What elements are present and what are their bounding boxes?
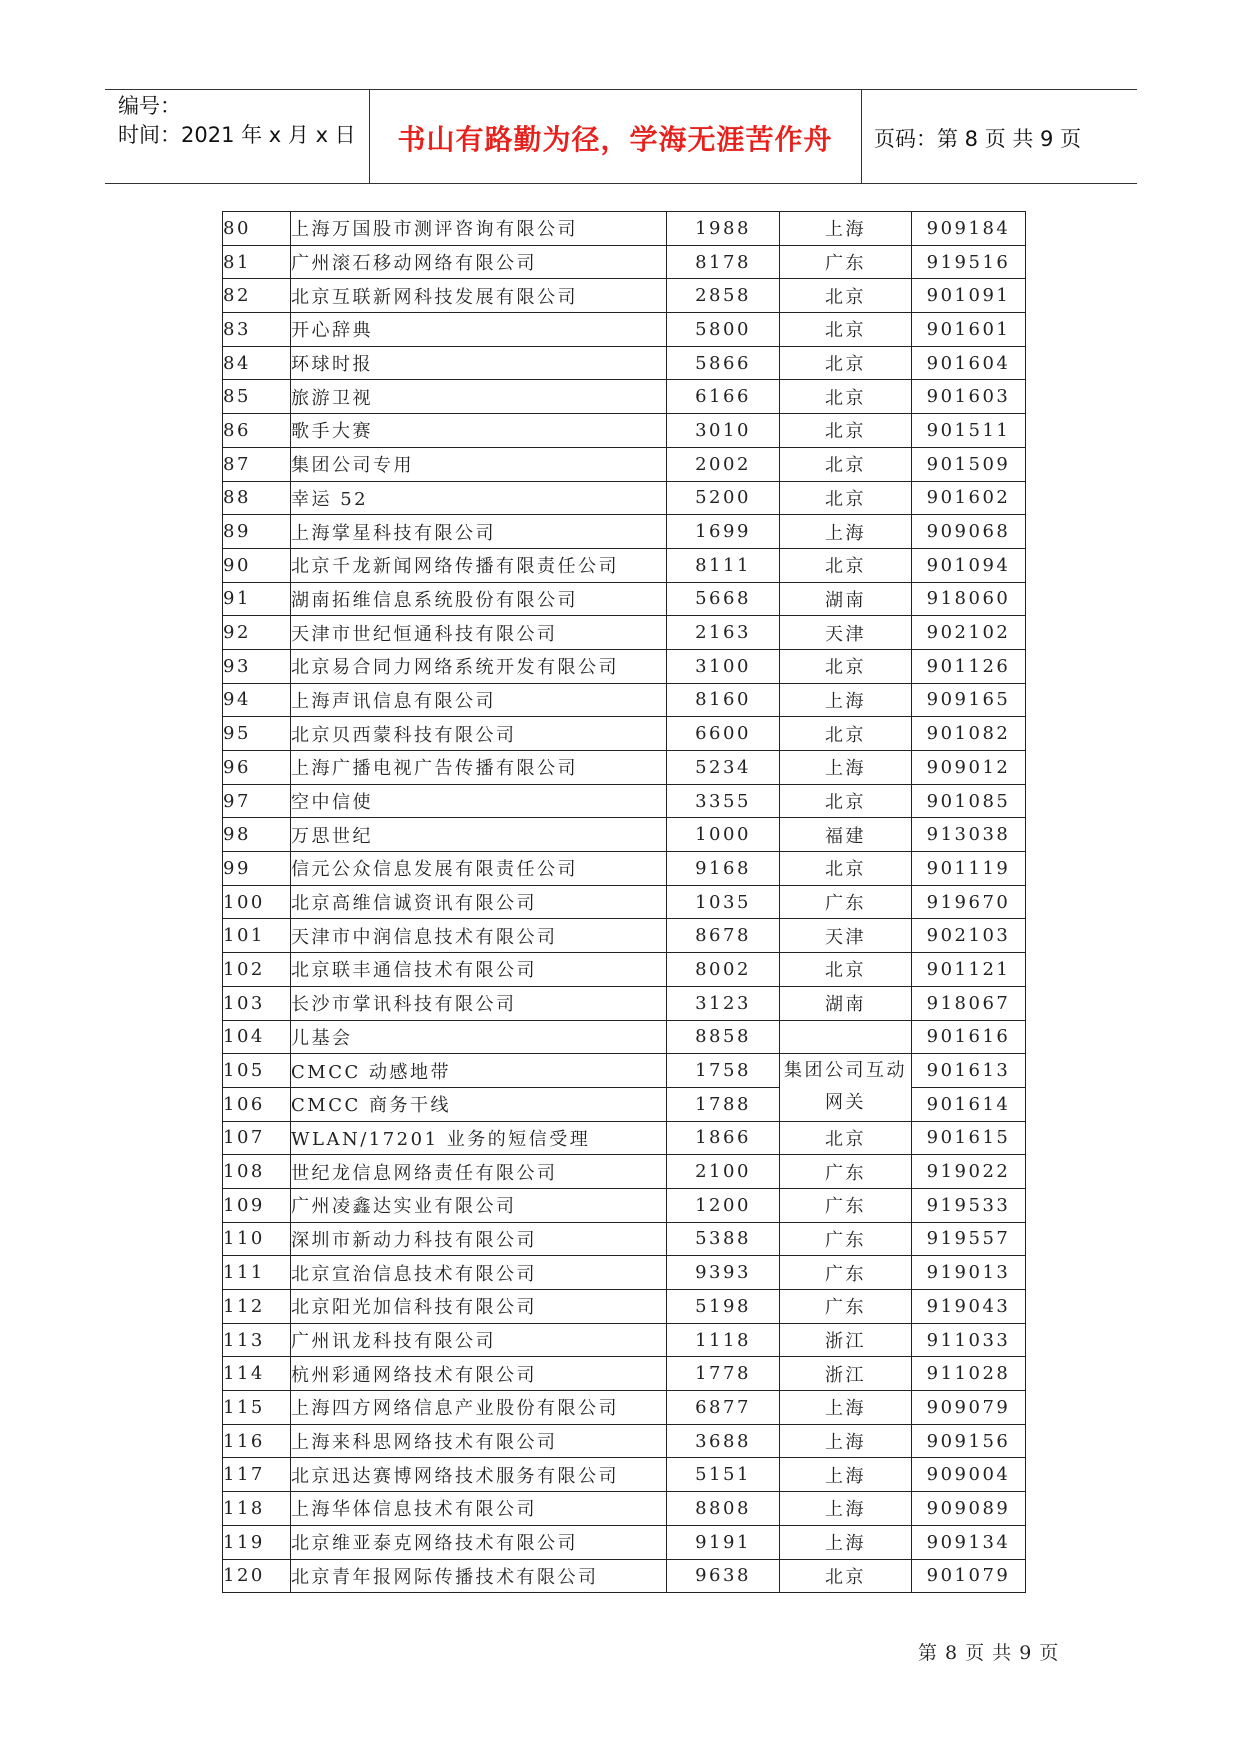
code-cell: 1988 xyxy=(667,212,780,246)
company-name-cell: 上海掌星科技有限公司 xyxy=(291,515,667,549)
province-cell: 北京 xyxy=(780,649,912,683)
row-number-cell: 102 xyxy=(223,953,291,987)
province-cell: 上海 xyxy=(780,1525,912,1559)
company-name-cell: 广州滚石移动网络有限公司 xyxy=(291,245,667,279)
code-cell: 6600 xyxy=(667,717,780,751)
service-id-cell: 911028 xyxy=(912,1357,1026,1391)
service-id-cell: 909012 xyxy=(912,751,1026,785)
code-cell: 8678 xyxy=(667,919,780,953)
service-id-cell: 909079 xyxy=(912,1391,1026,1425)
code-cell: 3688 xyxy=(667,1424,780,1458)
code-cell: 1200 xyxy=(667,1188,780,1222)
row-number-cell: 86 xyxy=(223,414,291,448)
province-cell: 上海 xyxy=(780,1492,912,1526)
province-cell: 北京 xyxy=(780,1559,912,1593)
header-left-block xyxy=(118,92,356,150)
service-id-cell: 919557 xyxy=(912,1222,1026,1256)
table-row xyxy=(223,616,1026,650)
company-name-cell: 旅游卫视 xyxy=(291,380,667,414)
code-cell: 1866 xyxy=(667,1121,780,1155)
row-number-cell: 90 xyxy=(223,548,291,582)
province-cell: 上海 xyxy=(780,212,912,246)
province-cell: 北京 xyxy=(780,414,912,448)
code-cell: 6877 xyxy=(667,1391,780,1425)
header-bottom-rule xyxy=(105,183,1137,184)
row-number-cell: 81 xyxy=(223,245,291,279)
company-name-cell: 集团公司专用 xyxy=(291,447,667,481)
table-row xyxy=(223,751,1026,785)
code-cell: 6166 xyxy=(667,380,780,414)
code-cell: 8111 xyxy=(667,548,780,582)
code-cell: 1035 xyxy=(667,885,780,919)
code-cell: 2002 xyxy=(667,447,780,481)
service-id-cell: 901085 xyxy=(912,784,1026,818)
table-row xyxy=(223,1458,1026,1492)
province-cell: 天津 xyxy=(780,919,912,953)
company-name-cell: 北京千龙新闻网络传播有限责任公司 xyxy=(291,548,667,582)
company-name-cell: 北京易合同力网络系统开发有限公司 xyxy=(291,649,667,683)
province-cell: 北京 xyxy=(780,548,912,582)
company-name-cell: 湖南拓维信息系统股份有限公司 xyxy=(291,582,667,616)
province-cell: 北京 xyxy=(780,346,912,380)
service-id-cell: 901604 xyxy=(912,346,1026,380)
code-cell: 1699 xyxy=(667,515,780,549)
province-cell: 广东 xyxy=(780,1155,912,1189)
row-number-cell: 117 xyxy=(223,1458,291,1492)
table-row xyxy=(223,1188,1026,1222)
code-cell: 2858 xyxy=(667,279,780,313)
row-number-cell: 93 xyxy=(223,649,291,683)
code-cell: 1000 xyxy=(667,818,780,852)
row-number-cell: 87 xyxy=(223,447,291,481)
company-name-cell: CMCC 动感地带 xyxy=(291,1054,667,1088)
row-number-cell: 106 xyxy=(223,1087,291,1121)
row-number-cell: 80 xyxy=(223,212,291,246)
service-id-cell: 909004 xyxy=(912,1458,1026,1492)
row-number-cell: 84 xyxy=(223,346,291,380)
service-id-cell: 919533 xyxy=(912,1188,1026,1222)
table-row xyxy=(223,1121,1026,1155)
province-cell: 上海 xyxy=(780,1391,912,1425)
province-cell: 北京 xyxy=(780,953,912,987)
table-row xyxy=(223,212,1026,246)
service-id-cell: 902103 xyxy=(912,919,1026,953)
table-row xyxy=(223,1290,1026,1324)
company-name-cell: 幸运 52 xyxy=(291,481,667,515)
row-number-cell: 103 xyxy=(223,986,291,1020)
code-cell: 3010 xyxy=(667,414,780,448)
row-number-cell: 118 xyxy=(223,1492,291,1526)
company-table-body xyxy=(223,212,1026,1593)
row-number-cell: 82 xyxy=(223,279,291,313)
table-row xyxy=(223,818,1026,852)
province-cell: 广东 xyxy=(780,1222,912,1256)
service-id-cell: 901602 xyxy=(912,481,1026,515)
company-name-cell: 北京贝西蒙科技有限公司 xyxy=(291,717,667,751)
company-name-cell: 长沙市掌讯科技有限公司 xyxy=(291,986,667,1020)
province-cell: 湖南 xyxy=(780,986,912,1020)
table-row xyxy=(223,1222,1026,1256)
province-cell: 湖南 xyxy=(780,582,912,616)
table-row xyxy=(223,1323,1026,1357)
row-number-cell: 114 xyxy=(223,1357,291,1391)
row-number-cell: 105 xyxy=(223,1054,291,1088)
company-name-cell: 空中信使 xyxy=(291,784,667,818)
code-cell: 5866 xyxy=(667,346,780,380)
row-number-cell: 83 xyxy=(223,313,291,347)
row-number-cell: 85 xyxy=(223,380,291,414)
province-cell: 上海 xyxy=(780,515,912,549)
code-cell: 2163 xyxy=(667,616,780,650)
company-name-cell: 杭州彩通网络技术有限公司 xyxy=(291,1357,667,1391)
service-id-cell: 918067 xyxy=(912,986,1026,1020)
service-id-cell: 901616 xyxy=(912,1020,1026,1054)
province-cell: 北京 xyxy=(780,447,912,481)
province-cell: 广东 xyxy=(780,1290,912,1324)
province-cell: 广东 xyxy=(780,245,912,279)
province-cell: 福建 xyxy=(780,818,912,852)
company-name-cell: 上海四方网络信息产业股份有限公司 xyxy=(291,1391,667,1425)
table-row xyxy=(223,852,1026,886)
company-name-cell: 上海广播电视广告传播有限公司 xyxy=(291,751,667,785)
code-cell: 8160 xyxy=(667,683,780,717)
code-cell: 1778 xyxy=(667,1357,780,1391)
company-name-cell: 北京阳光加信科技有限公司 xyxy=(291,1290,667,1324)
row-number-cell: 111 xyxy=(223,1256,291,1290)
province-cell: 北京 xyxy=(780,717,912,751)
row-number-cell: 98 xyxy=(223,818,291,852)
table-row xyxy=(223,279,1026,313)
row-number-cell: 116 xyxy=(223,1424,291,1458)
page-footer: 第 8 页 共 9 页 xyxy=(918,1642,1060,1664)
service-id-cell: 909184 xyxy=(912,212,1026,246)
service-id-cell: 918060 xyxy=(912,582,1026,616)
service-id-cell: 913038 xyxy=(912,818,1026,852)
table-row xyxy=(223,1357,1026,1391)
company-name-cell: 北京互联新网科技发展有限公司 xyxy=(291,279,667,313)
code-cell: 3355 xyxy=(667,784,780,818)
company-name-cell: 歌手大赛 xyxy=(291,414,667,448)
table-row xyxy=(223,953,1026,987)
table-row xyxy=(223,1020,1026,1054)
row-number-cell: 96 xyxy=(223,751,291,785)
table-row xyxy=(223,1155,1026,1189)
company-name-cell: 广州讯龙科技有限公司 xyxy=(291,1323,667,1357)
table-row xyxy=(223,1492,1026,1526)
table-row xyxy=(223,784,1026,818)
company-name-cell: 万思世纪 xyxy=(291,818,667,852)
province-cell: 上海 xyxy=(780,683,912,717)
service-id-cell: 902102 xyxy=(912,616,1026,650)
row-number-cell: 97 xyxy=(223,784,291,818)
row-number-cell: 107 xyxy=(223,1121,291,1155)
table-row xyxy=(223,380,1026,414)
service-id-cell: 909068 xyxy=(912,515,1026,549)
service-id-cell: 901601 xyxy=(912,313,1026,347)
company-name-cell: 北京宣治信息技术有限公司 xyxy=(291,1256,667,1290)
company-name-cell: 北京迅达赛博网络技术服务有限公司 xyxy=(291,1458,667,1492)
service-id-cell: 901082 xyxy=(912,717,1026,751)
service-id-cell: 901511 xyxy=(912,414,1026,448)
service-id-cell: 909156 xyxy=(912,1424,1026,1458)
province-cell: 上海 xyxy=(780,1458,912,1492)
table-row xyxy=(223,1054,1026,1088)
code-cell: 8808 xyxy=(667,1492,780,1526)
company-name-cell: 上海声讯信息有限公司 xyxy=(291,683,667,717)
code-cell: 1758 xyxy=(667,1054,780,1088)
company-name-cell: 北京高维信诚资讯有限公司 xyxy=(291,885,667,919)
service-id-cell: 909089 xyxy=(912,1492,1026,1526)
table-row xyxy=(223,515,1026,549)
table-row xyxy=(223,649,1026,683)
code-cell: 5388 xyxy=(667,1222,780,1256)
header-divider-right xyxy=(861,89,862,183)
table-row xyxy=(223,717,1026,751)
service-id-cell: 901121 xyxy=(912,953,1026,987)
company-name-cell: CMCC 商务干线 xyxy=(291,1087,667,1121)
code-cell: 9393 xyxy=(667,1256,780,1290)
row-number-cell: 100 xyxy=(223,885,291,919)
table-row xyxy=(223,986,1026,1020)
code-cell: 5800 xyxy=(667,313,780,347)
code-cell: 2100 xyxy=(667,1155,780,1189)
service-id-cell: 909165 xyxy=(912,683,1026,717)
company-name-cell: 上海万国股市测评咨询有限公司 xyxy=(291,212,667,246)
code-cell: 1788 xyxy=(667,1087,780,1121)
time-label: 时间：2021 年 x 月 x 日 xyxy=(118,123,356,147)
service-id-cell: 901603 xyxy=(912,380,1026,414)
code-cell: 5200 xyxy=(667,481,780,515)
province-cell: 北京 xyxy=(780,380,912,414)
table-row xyxy=(223,1391,1026,1425)
row-number-cell: 94 xyxy=(223,683,291,717)
province-cell: 天津 xyxy=(780,616,912,650)
row-number-cell: 119 xyxy=(223,1525,291,1559)
province-cell: 广东 xyxy=(780,1256,912,1290)
row-number-cell: 108 xyxy=(223,1155,291,1189)
row-number-cell: 104 xyxy=(223,1020,291,1054)
code-cell: 9191 xyxy=(667,1525,780,1559)
company-table xyxy=(222,211,1026,1593)
table-row xyxy=(223,1424,1026,1458)
service-id-cell: 919516 xyxy=(912,245,1026,279)
company-name-cell: 广州凌鑫达实业有限公司 xyxy=(291,1188,667,1222)
province-cell xyxy=(780,1020,912,1054)
row-number-cell: 88 xyxy=(223,481,291,515)
table-row xyxy=(223,1525,1026,1559)
row-number-cell: 95 xyxy=(223,717,291,751)
service-id-cell: 901079 xyxy=(912,1559,1026,1593)
number-label: 编号： xyxy=(118,94,181,118)
table-row xyxy=(223,548,1026,582)
province-cell: 北京 xyxy=(780,279,912,313)
row-number-cell: 99 xyxy=(223,852,291,886)
company-name-cell: WLAN/17201 业务的短信受理 xyxy=(291,1121,667,1155)
row-number-cell: 120 xyxy=(223,1559,291,1593)
service-id-cell: 919043 xyxy=(912,1290,1026,1324)
province-cell: 广东 xyxy=(780,1188,912,1222)
company-name-cell: 世纪龙信息网络责任有限公司 xyxy=(291,1155,667,1189)
province-cell: 北京 xyxy=(780,313,912,347)
table-row xyxy=(223,346,1026,380)
row-number-cell: 112 xyxy=(223,1290,291,1324)
code-cell: 3123 xyxy=(667,986,780,1020)
company-name-cell: 北京青年报网际传播技术有限公司 xyxy=(291,1559,667,1593)
company-name-cell: 环球时报 xyxy=(291,346,667,380)
province-cell: 北京 xyxy=(780,852,912,886)
table-row xyxy=(223,1256,1026,1290)
service-id-cell: 911033 xyxy=(912,1323,1026,1357)
province-cell: 北京 xyxy=(780,481,912,515)
row-number-cell: 89 xyxy=(223,515,291,549)
province-cell: 上海 xyxy=(780,1424,912,1458)
province-cell: 北京 xyxy=(780,1121,912,1155)
code-cell: 5668 xyxy=(667,582,780,616)
header-top-rule xyxy=(105,89,1137,90)
code-cell: 8002 xyxy=(667,953,780,987)
province-cell: 广东 xyxy=(780,885,912,919)
company-name-cell: 上海来科思网络技术有限公司 xyxy=(291,1424,667,1458)
table-row xyxy=(223,481,1026,515)
company-name-cell: 开心辞典 xyxy=(291,313,667,347)
service-id-cell: 901615 xyxy=(912,1121,1026,1155)
province-cell: 北京 xyxy=(780,784,912,818)
company-name-cell: 北京联丰通信技术有限公司 xyxy=(291,953,667,987)
service-id-cell: 901094 xyxy=(912,548,1026,582)
company-name-cell: 儿基会 xyxy=(291,1020,667,1054)
row-number-cell: 115 xyxy=(223,1391,291,1425)
table-row xyxy=(223,245,1026,279)
province-cell: 浙江 xyxy=(780,1323,912,1357)
table-row xyxy=(223,683,1026,717)
service-id-cell: 901509 xyxy=(912,447,1026,481)
header-motto: 书山有路勤为径，学海无涯苦作舟 xyxy=(397,123,833,156)
province-cell: 集团公司互动网关 xyxy=(780,1054,912,1121)
table-row xyxy=(223,919,1026,953)
company-name-cell: 天津市中润信息技术有限公司 xyxy=(291,919,667,953)
service-id-cell: 901126 xyxy=(912,649,1026,683)
table-row xyxy=(223,582,1026,616)
company-name-cell: 上海华体信息技术有限公司 xyxy=(291,1492,667,1526)
code-cell: 9638 xyxy=(667,1559,780,1593)
service-id-cell: 901091 xyxy=(912,279,1026,313)
company-name-cell: 信元公众信息发展有限责任公司 xyxy=(291,852,667,886)
company-name-cell: 深圳市新动力科技有限公司 xyxy=(291,1222,667,1256)
company-name-cell: 北京维亚泰克网络技术有限公司 xyxy=(291,1525,667,1559)
code-cell: 3100 xyxy=(667,649,780,683)
table-row xyxy=(223,885,1026,919)
table-row xyxy=(223,1559,1026,1593)
service-id-cell: 919022 xyxy=(912,1155,1026,1189)
code-cell: 1118 xyxy=(667,1323,780,1357)
code-cell: 8178 xyxy=(667,245,780,279)
service-id-cell: 919670 xyxy=(912,885,1026,919)
row-number-cell: 92 xyxy=(223,616,291,650)
province-cell: 浙江 xyxy=(780,1357,912,1391)
table-row xyxy=(223,447,1026,481)
service-id-cell: 901614 xyxy=(912,1087,1026,1121)
table-row xyxy=(223,313,1026,347)
row-number-cell: 113 xyxy=(223,1323,291,1357)
header-page-info: 页码：第 8 页 共 9 页 xyxy=(874,127,1082,151)
row-number-cell: 101 xyxy=(223,919,291,953)
row-number-cell: 109 xyxy=(223,1188,291,1222)
row-number-cell: 91 xyxy=(223,582,291,616)
service-id-cell: 909134 xyxy=(912,1525,1026,1559)
company-name-cell: 天津市世纪恒通科技有限公司 xyxy=(291,616,667,650)
code-cell: 8858 xyxy=(667,1020,780,1054)
code-cell: 5151 xyxy=(667,1458,780,1492)
service-id-cell: 901613 xyxy=(912,1054,1026,1088)
code-cell: 9168 xyxy=(667,852,780,886)
table-row xyxy=(223,414,1026,448)
code-cell: 5234 xyxy=(667,751,780,785)
province-cell: 上海 xyxy=(780,751,912,785)
service-id-cell: 901119 xyxy=(912,852,1026,886)
service-id-cell: 919013 xyxy=(912,1256,1026,1290)
row-number-cell: 110 xyxy=(223,1222,291,1256)
code-cell: 5198 xyxy=(667,1290,780,1324)
